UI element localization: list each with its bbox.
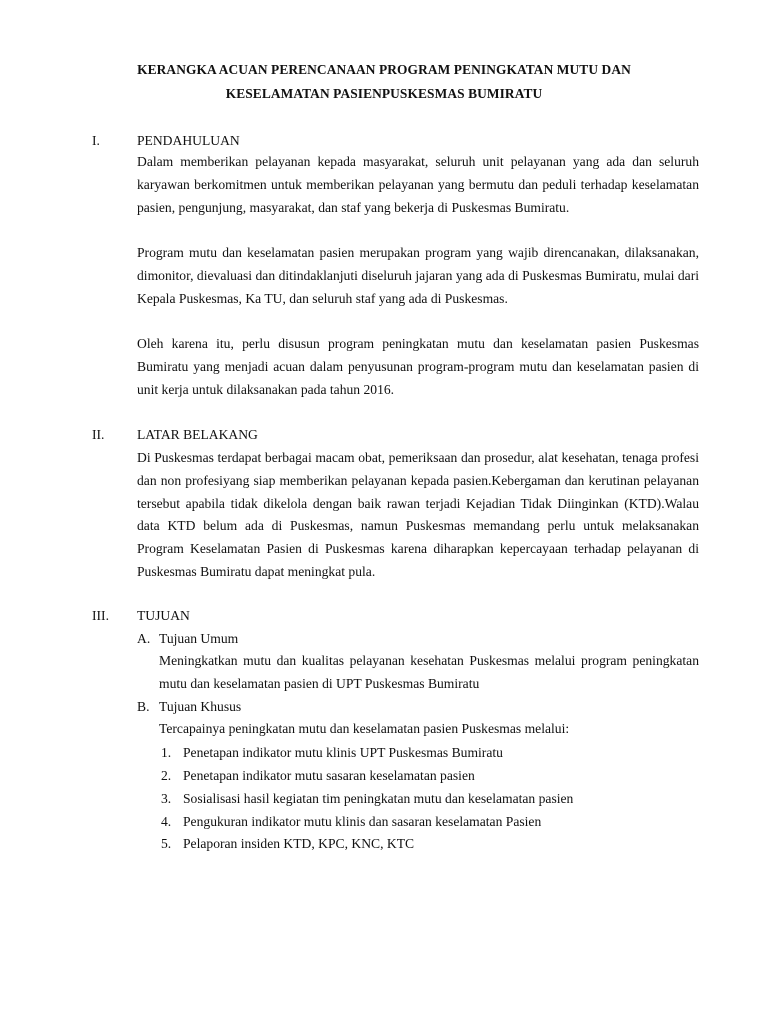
- section-heading: PENDAHULUAN: [137, 133, 240, 148]
- subsection-text: Tercapainya peningkatan mutu dan keselamatan pasien Puskesmas melalui:: [159, 721, 570, 736]
- paragraph: Oleh karena itu, perlu disusun program peningkatan mutu dan keselamatan pasien Puskesmas Bumiratu yang menjadi acuan dalam penyusunan program-program mutu dan keselamatan pasien di unit kerja untuk dilaksanakan pada tahun 2016.: [137, 336, 699, 397]
- section-heading: LATAR BELAKANG: [137, 427, 258, 442]
- list-item: Pelaporan insiden KTD, KPC, KNC, KTC: [183, 836, 415, 851]
- subsection-letter: A.: [137, 631, 151, 646]
- list-item-number: 3.: [161, 791, 172, 806]
- subsection-heading: Tujuan Khusus: [159, 699, 242, 714]
- document-title-line-1: KERANGKA ACUAN PERENCANAAN PROGRAM PENINGKATAN MUTU DAN: [137, 62, 631, 77]
- list-item: Penetapan indikator mutu sasaran keselamatan pasien: [183, 768, 475, 783]
- list-item-number: 4.: [161, 814, 172, 829]
- document-title-line-2: KESELAMATAN PASIENPUSKESMAS BUMIRATU: [225, 86, 543, 101]
- list-item-number: 2.: [161, 768, 172, 783]
- paragraph: Dalam memberikan pelayanan kepada masyarakat, seluruh unit pelayanan yang ada dan seluruh karyawan berkomitmen untuk memberikan pelayanan yang bermutu dan peduli terhadap keselamatan pasien, pengunjung, masyarakat, dan staf yang bekerja di Puskesmas Bumiratu.: [137, 154, 699, 215]
- subsection-letter: B.: [137, 699, 150, 714]
- section-number: I.: [92, 133, 100, 148]
- list-item: Sosialisasi hasil kegiatan tim peningkatan mutu dan keselamatan pasien: [183, 791, 574, 806]
- list-item: Penetapan indikator mutu klinis UPT Puskesmas Bumiratu: [183, 745, 503, 760]
- section-number: II.: [92, 427, 105, 442]
- section-number: III.: [92, 608, 109, 623]
- subsection-heading: Tujuan Umum: [159, 631, 239, 646]
- subsection-text: Meningkatkan mutu dan kualitas pelayanan kesehatan Puskesmas melalui program peningkatan mutu dan keselamatan pasien di UPT Puskesmas Bumiratu: [159, 653, 699, 691]
- section-heading: TUJUAN: [137, 608, 190, 623]
- paragraph: Di Puskesmas terdapat berbagai macam obat, pemeriksaan dan prosedur, alat kesehatan, tenaga profesi dan non profesiyang siap memberikan pelayanan kepada pasien.Kebergaman dan kerutinan pelayanan tersebut apabila tidak dikelola dengan baik rawan terjadi Kejadian Tidak Diinginkan (KTD).Walau data KTD belum ada di Puskesmas, namun Puskesmas memandang perlu untuk melaksanakan Program Keselamatan Pasien di Puskesmas karena diharapkan kepercayaan terhadap pelayanan di Puskesmas Bumiratu dapat meningkat pula.: [137, 450, 699, 579]
- list-item: Pengukuran indikator mutu klinis dan sasaran keselamatan Pasien: [183, 814, 542, 829]
- list-item-number: 1.: [161, 745, 172, 760]
- paragraph: Program mutu dan keselamatan pasien merupakan program yang wajib direncanakan, dilaksanakan, dimonitor, dievaluasi dan ditindaklanjuti diseluruh jajaran yang ada di Puskesmas Bumiratu, mulai dari Kepala Puskesmas, Ka TU, dan seluruh staf yang ada di Puskesmas.: [137, 245, 699, 306]
- list-item-number: 5.: [161, 836, 172, 851]
